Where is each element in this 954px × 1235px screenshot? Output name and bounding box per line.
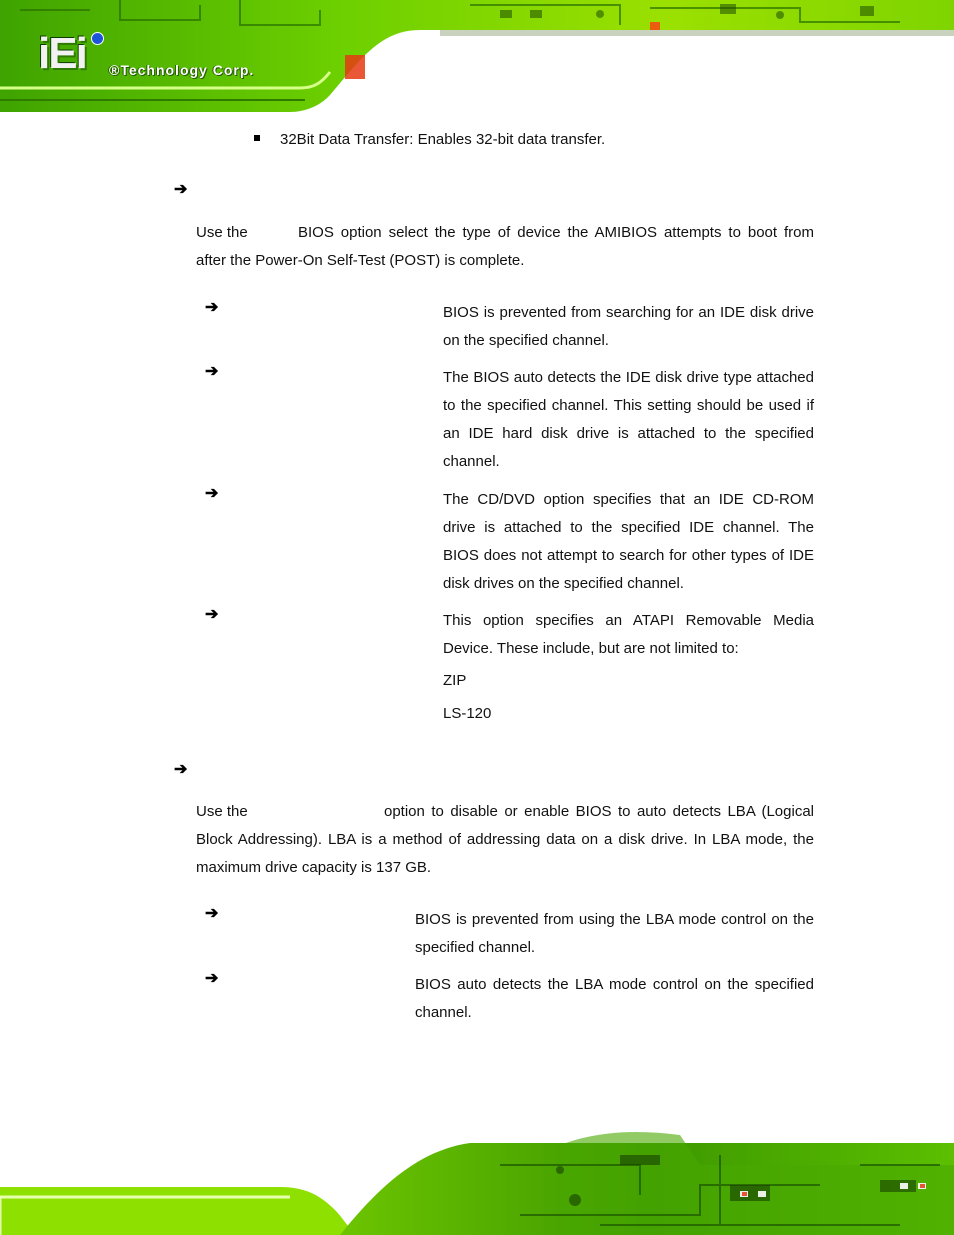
arrow-icon: ➔ bbox=[205, 905, 219, 922]
removable-example: ZIP bbox=[443, 672, 467, 689]
arrow-icon: ➔ bbox=[174, 181, 188, 198]
square-bullet-icon bbox=[254, 135, 260, 141]
type-intro-paragraph: BIOS option select the type of device the AMIBIOS attempts to boot from after the Power-On Self-Test (POST) is complete. bbox=[196, 224, 814, 269]
type-option-description: This option specifies an ATAPI Removable Media Device. These include, but are not limited to: bbox=[443, 612, 814, 657]
logo-mark: iEi bbox=[38, 29, 86, 78]
arrow-icon: ➔ bbox=[205, 485, 219, 502]
type-option-description: BIOS is prevented from searching for an IDE disk drive on the specified channel. bbox=[443, 304, 814, 349]
lba-intro-prefix: Use the bbox=[196, 803, 248, 820]
arrow-icon: ➔ bbox=[205, 970, 219, 987]
type-option-description: The BIOS auto detects the IDE disk drive type attached to the specified channel. This setting should be used if an IDE hard disk drive is attached to the specified channel. bbox=[443, 369, 814, 470]
circuit-board-graphic bbox=[0, 1125, 954, 1235]
logo-text: ®Technology Corp. bbox=[109, 62, 255, 78]
company-logo bbox=[38, 30, 298, 82]
arrow-icon: ➔ bbox=[205, 299, 219, 316]
header-banner bbox=[0, 0, 954, 112]
lba-option-description: BIOS auto detects the LBA mode control on the specified channel. bbox=[415, 976, 814, 1021]
bullet-item-text: 32Bit Data Transfer: Enables 32-bit data transfer. bbox=[280, 131, 606, 148]
removable-example: LS-120 bbox=[443, 705, 492, 722]
arrow-icon: ➔ bbox=[174, 761, 188, 778]
footer-banner bbox=[0, 1125, 954, 1235]
type-option-description: The CD/DVD option specifies that an IDE CD-ROM drive is attached to the specified IDE channel. The BIOS does not attempt to search for other types of IDE disk drives on the specified channel. bbox=[443, 491, 814, 592]
arrow-icon: ➔ bbox=[205, 363, 219, 380]
lba-intro-paragraph: option to disable or enable BIOS to auto detects LBA (Logical Block Addressing). LBA is a method of addressing data on a disk drive. In LBA mode, the maximum drive capacity is 137 GB. bbox=[196, 803, 814, 876]
lba-option-description: BIOS is prevented from using the LBA mode control on the specified channel. bbox=[415, 911, 814, 956]
arrow-icon: ➔ bbox=[205, 606, 219, 623]
type-intro-prefix: Use the bbox=[196, 224, 248, 241]
logo-dot-icon bbox=[91, 32, 104, 45]
